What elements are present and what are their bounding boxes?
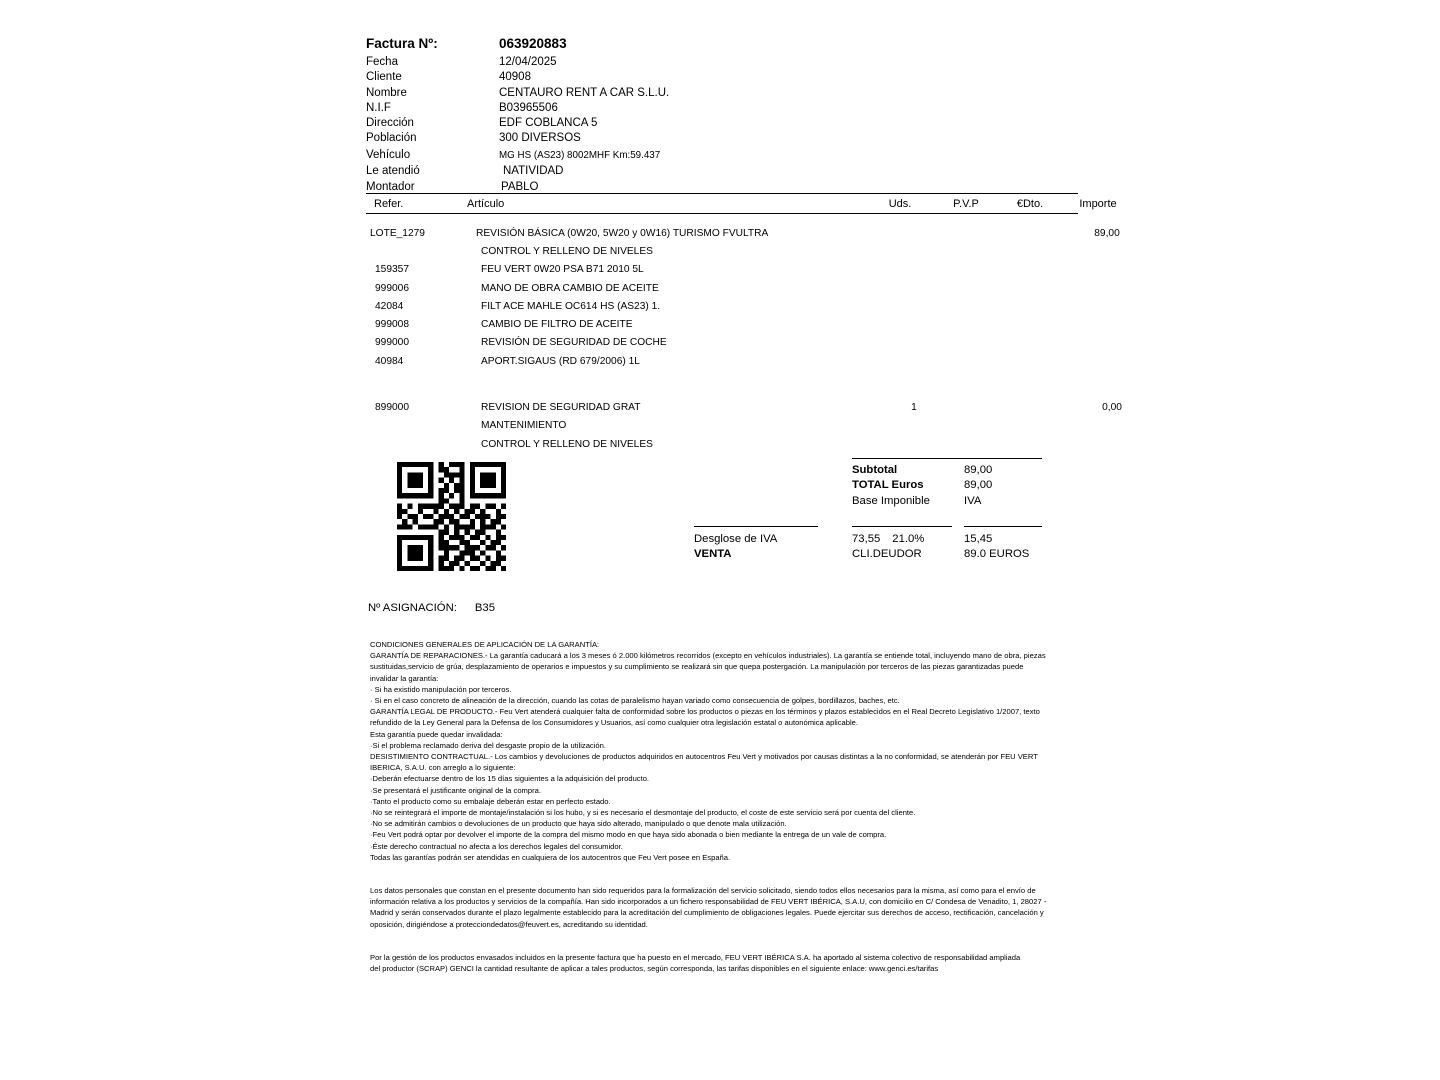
legal-line: Esta garantía puede quedar invalidada: [370,729,503,739]
field-le-atendio-label: Le atendió [366,164,420,177]
assignment-value: B35 [474,602,495,614]
legal-line: GARANTÍA DE REPARACIONES.- La garantía caducará a los 3 meses ó 2.000 kilómetros recorridos (excepto en vehículos industriales). La garantía se entiende total, incluyendo mano de obra, piezas [370,651,1046,661]
field-nombre-value: CENTAURO RENT A CAR S.L.U. [499,86,670,99]
table-header-row [366,194,1117,213]
column-header-article: Artículo [467,197,505,210]
privacy-line: Madrid y serán conservados durante el plazo legalmente establecido para la acreditación del cumplimiento de obligaciones legales. Puede ejercitar sus derechos de acceso, rectificación, cancelación y [370,908,1044,918]
field-montador-value: PABLO [501,180,539,193]
privacy-line: información relativa a los productos y servicios de la compañía. Han sido incorporados a un fichero responsabilidad de FEU VERT IBÉRICA, S.A.U, con domicilio en C/ Condesa de Venadito, 1, 28027 - [370,897,1047,907]
assignment-label: Nº ASIGNACIÓN: [368,602,457,614]
subtotal-row [694,464,1080,479]
column-header-refer: Refer. [374,197,404,210]
line-items-table [366,193,1122,453]
field-cliente-label: Cliente [366,71,402,84]
cell-article: MANO DE OBRA CAMBIO DE ACEITE [481,282,659,294]
sale-row [694,548,1080,563]
field-nif-value: B03965506 [499,101,558,114]
field-fecha-value: 12/04/2025 [499,56,557,68]
invoice-header-details [366,33,1066,195]
table-row [366,315,1078,333]
total-value: 89,00 [964,479,993,492]
field-le-atendio [366,164,1066,180]
cell-refer: LOTE_1279 [370,227,425,239]
line-items-group-1 [366,214,1120,370]
cell-article: FEU VERT 0W20 PSA B71 2010 5L [481,264,644,276]
table-row [366,279,1078,297]
table-row [366,297,1078,315]
table-row [366,398,1122,416]
debtor-value: 89.0 EUROS [964,548,1030,561]
cell-amount: 89,00 [1094,227,1120,239]
cell-refer: 999000 [375,337,409,349]
cell-article: MANTENIMIENTO [481,420,567,432]
field-direccion-label: Dirección [366,117,414,130]
legal-heading: CONDICIONES GENERALES DE APLICACIÓN DE LA GARANTÍA: [370,640,600,649]
iva-amount: 15,45 [964,532,993,545]
subtotal-label: Subtotal [852,464,898,476]
table-row [366,261,1078,279]
column-header-units: Uds. [888,197,912,210]
sale-label: VENTA [694,548,732,561]
privacy-line: oposición, dirigiéndose a protecciondedatos@feuvert.es, acreditando su identidad. [370,919,648,929]
field-poblacion [366,131,1066,146]
taxbase-row [694,495,1080,510]
invoice-number-value: 063920883 [499,36,567,51]
field-cliente [366,70,1066,85]
field-nif [366,101,1066,116]
scrap-line: Por la gestión de los productos envasados incluidos en la presente factura que ha puesto en el mercado, FEU VERT IBÉRICA S.A. ha aportado al sistema colectivo de responsabilidad ampliada [370,952,1021,962]
subtotal-value: 89,00 [964,464,993,476]
cell-article: REVISION DE SEGURIDAD GRAT [481,402,641,414]
field-poblacion-value: 300 DIVERSOS [499,132,581,145]
field-vehiculo-label: Vehículo [366,148,411,161]
field-fecha-label: Fecha [366,56,398,68]
legal-line: Todas las garantías podrán ser atendidas en cualquiera de los autocentros que Feu Vert posee en España. [370,852,731,862]
totals-top-rule [852,458,1042,459]
invoice-number-label: Factura Nº: [366,36,438,51]
taxbase-label: Base Imponible [852,494,930,507]
cell-units: 1 [911,402,917,414]
cell-article: CONTROL Y RELLENO DE NIVELES [481,438,653,450]
table-row [366,242,1078,260]
totals-mid-rules [694,526,1080,533]
line-items-separator [366,370,1078,398]
legal-line: ·Deberán efectuarse dentro de los 15 días siguientes a la adquisición del producto. [370,774,650,784]
legal-line: ·Feu Vert podrá optar por devolver el importe de la compra del mismo modo en que haya sido abonada o bien mediante la entrega de un vale de compra. [370,830,887,840]
iva-breakdown-row [694,533,1080,548]
cell-refer: 42084 [375,300,404,312]
cell-article: REVISIÓN BÁSICA (0W20, 5W20 y 0W16) TURISMO FVULTRA [476,227,769,239]
cell-amount: 0,00 [1102,402,1122,414]
table-row [366,352,1078,370]
assignment-number [368,602,495,614]
field-montador-label: Montador [366,180,415,193]
legal-line: DESISTIMIENTO CONTRACTUAL.- Los cambios y devoluciones de productos adquiridos en autocentros Feu Vert y motivados por causas distintas a la no conformidad, se atenderán por FEU VERT [370,752,1038,762]
legal-line: ·Tanto el producto como su embalaje deberán estar en perfecto estado. [370,796,611,806]
taxbase-value: IVA [964,494,982,507]
table-row [366,417,1078,435]
legal-terms [370,639,1070,974]
legal-line: invalidar la garantía: [370,673,439,683]
privacy-line: Los datos personales que constan en el presente documento han sido requeridos para la formalización del servicio solicitado, siendo todos ellos necesarios para la misma, así como para el envío de [370,886,1036,896]
table-row [366,435,1078,453]
total-row [694,479,1080,494]
field-poblacion-label: Población [366,132,417,145]
legal-line: ·Se presentará el justificante original de la compra. [370,785,541,795]
field-fecha [366,55,1066,70]
cell-article: APORT.SIGAUS (RD 679/2006) 1L [481,355,640,367]
legal-line: sustituidas,servicio de grúa, desplazamiento de operarios e impuestos y su cumplimiento se realizará sin que quepa postergación. La manipulación por terceros de las piezas garantizadas puede [370,662,1024,672]
legal-line: · Si en el caso concreto de alineación de la dirección, cuando las cotas de paralelismo hayan variado como consecuencia de golpes, bordillazos, baches, etc. [370,696,900,706]
column-header-discount: €Dto. [1016,197,1044,210]
cell-refer: 40984 [375,355,404,367]
legal-line: ·No se reintegrará el importe de montaje/instalación si los hubo, y si es necesario el desmontaje del producto, el coste de este servicio será por cuenta del cliente. [370,808,916,818]
iva-base: 73,55 [852,532,881,545]
invoice-number-row [366,33,1066,54]
totals-section [694,458,1080,563]
legal-line: IBERICA, S.A.U. con arreglo a lo siguiente: [370,763,516,773]
column-header-pvp: P.V.P [953,197,979,210]
cell-refer: 899000 [375,402,409,414]
field-vehiculo-value: MG HS (AS23) 8002MHF Km:59.437 [499,149,661,161]
cell-refer: 999008 [375,319,409,331]
iva-label: Desglose de IVA [694,532,778,545]
scrap-line: del productor (SCRAP) GENCI la cantidad resultante de aplicar a tales productos, según corresponda, las tarifas disponibles en el siguiente enlace: www.genci.es/tarifas [370,964,939,974]
cell-article: REVISIÓN DE SEGURIDAD DE COCHE [481,337,667,349]
legal-line: GARANTÍA LEGAL DE PRODUCTO.- Feu Vert atenderá cualquier falta de conformidad sobre los productos o piezas en los términos y plazos establecidos en el Real Decreto Legislativo 1/2007, texto [370,707,1040,717]
field-nombre [366,86,1066,101]
cell-article: FILT ACE MAHLE OC614 HS (AS23) 1. [481,300,661,312]
field-nombre-label: Nombre [366,86,407,99]
line-items-group-2 [366,398,1122,453]
legal-line: ·Éste derecho contractual no afecta a los derechos legales del consumidor. [370,841,623,851]
invoice-qr-code [397,462,506,571]
legal-line: ·Si el problema reclamado deriva del desgaste propio de la utilización. [370,740,606,750]
total-label: TOTAL Euros [852,479,924,492]
debtor-label: CLI.DEUDOR [852,548,922,561]
iva-base-and-rate [852,533,964,545]
field-nif-label: N.I.F [366,101,391,114]
column-header-amount: Importe [1079,197,1117,210]
field-direccion-value: EDF COBLANCA 5 [499,117,598,130]
field-le-atendio-value: NATIVIDAD [503,164,564,177]
legal-line: refundido de la Ley General para la Defensa de los Consumidores y Usuarios, así como cualquier otra legislación estatal o autonómica aplicable. [370,718,858,728]
table-row [366,334,1078,352]
cell-refer: 999006 [375,282,409,294]
cell-article: CAMBIO DE FILTRO DE ACEITE [481,319,633,331]
legal-line: · Si ha existido manipulación por terceros. [370,684,512,694]
field-direccion [366,116,1066,131]
legal-line: ·No se admitirán cambios o devoluciones de un producto que haya sido alterado, manipulado o que denote mala utilización. [370,819,787,829]
field-vehiculo [366,147,1066,164]
table-row [366,224,1120,242]
cell-refer: 159357 [375,264,409,276]
cell-article: CONTROL Y RELLENO DE NIVELES [481,245,653,257]
field-cliente-value: 40908 [499,71,531,84]
iva-rate: 21.0% [892,532,925,545]
